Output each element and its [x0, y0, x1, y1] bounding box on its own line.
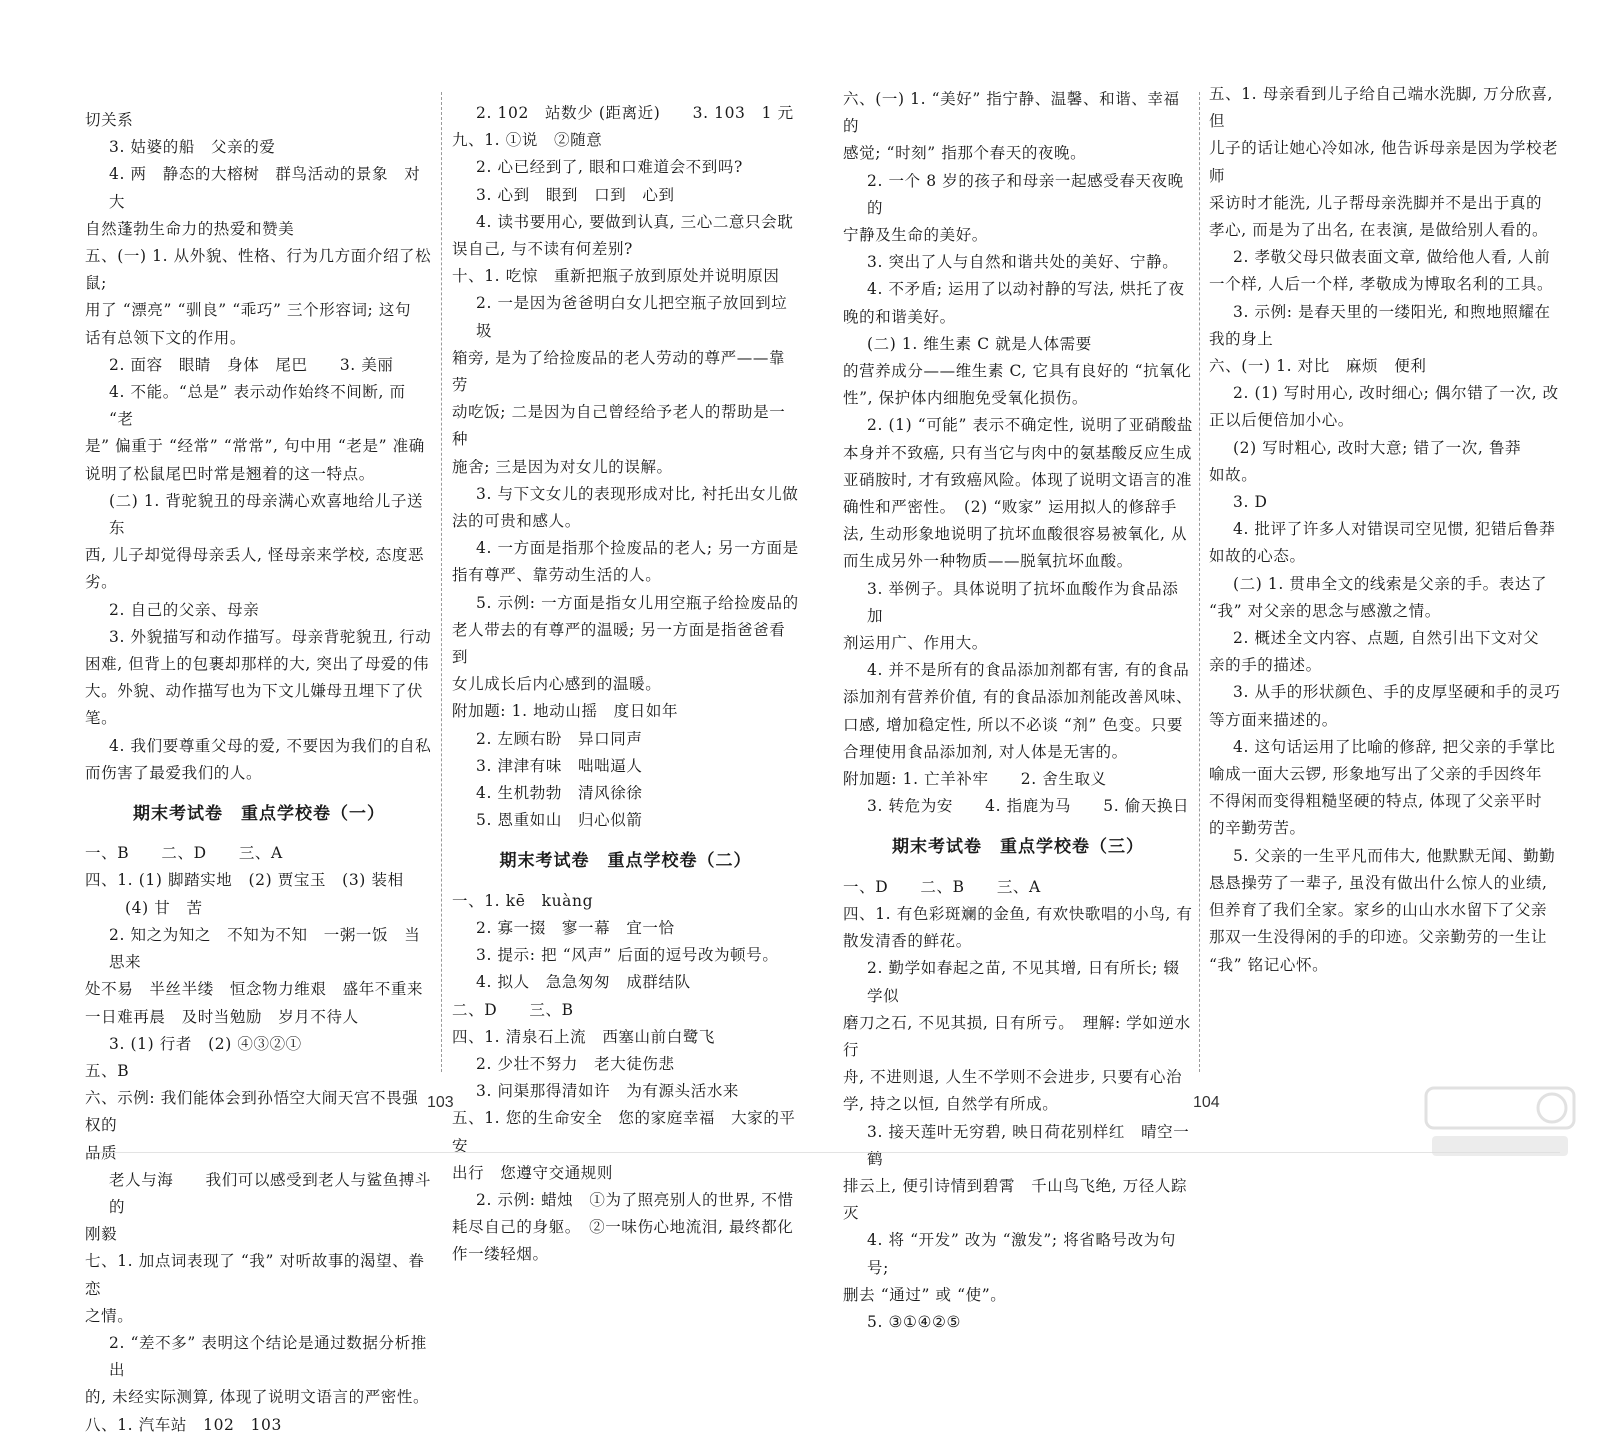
- answer-line: 2. 102 站数少 (距离近) 3. 103 1 元: [476, 104, 794, 122]
- answer-line: “我” 铭记心怀。: [1209, 955, 1329, 974]
- answer-line: 5. ③①④②⑤: [867, 1312, 961, 1331]
- answer-line: 5. 父亲的一生平凡而伟大, 他默默无闻、勤勤: [1233, 846, 1556, 865]
- answer-line: 等方面来描述的。: [1209, 710, 1338, 729]
- answer-line: 一、D 二、B 三、A: [843, 877, 1041, 896]
- section-heading: 期末考试卷 重点学校卷（二）: [499, 851, 752, 872]
- answer-line: 确性和严密性。 (2) “败家” 运用拟人的修辞手: [843, 498, 1177, 517]
- section-heading: 期末考试卷 重点学校卷（三）: [892, 837, 1144, 858]
- answer-line: 4. 不矛盾; 运用了以动衬静的写法, 烘托了夜: [867, 280, 1185, 299]
- answer-line: 误自己, 与不读有何差别?: [452, 240, 633, 259]
- answer-line: 2. 一是因为爸爸明白女儿把空瓶子放回到垃圾: [476, 294, 788, 340]
- answer-line: 附加题: 1. 亡羊补牢 2. 舍生取义: [843, 770, 1107, 789]
- answer-line: 删去 “通过” 或 “使”。: [843, 1285, 1007, 1304]
- column-divider-left: [441, 92, 443, 1072]
- answer-line: 散发清香的鲜花。: [843, 932, 972, 951]
- answer-line: 亚硝胺时, 才有致癌风险。体现了说明文语言的准: [843, 470, 1193, 489]
- answer-line: 本身并不致癌, 只有当它与肉中的氨基酸反应生成: [843, 443, 1193, 462]
- answer-line: 一个样, 人后一个样, 孝敬成为博取名利的工具。: [1209, 275, 1554, 294]
- answer-line: 3. 问渠那得清如许 为有源头活水来: [476, 1082, 740, 1101]
- answer-line: 晚的和谐美好。: [843, 307, 956, 326]
- answer-line: 5. 恩重如山 归心似箭: [476, 811, 643, 830]
- answer-column-4: [1209, 0, 1571, 1170]
- answer-line: 3. D: [1233, 493, 1268, 512]
- answer-line: 5. 示例: 一方面是指女儿用空瓶子给捡废品的: [476, 593, 799, 612]
- answer-line: 合理使用食品添加剂, 对人体是无害的。: [843, 742, 1128, 761]
- answer-line: 采访时才能洗, 儿子帮母亲洗脚并不是出于真的: [1209, 193, 1543, 212]
- answer-line: 4. 读书要用心, 要做到认真, 三心二意只会耽: [476, 212, 794, 231]
- answer-line: 二、D 三、B: [452, 1000, 574, 1019]
- answer-line: 的, 未经实际测算, 体现了说明文语言的严密性。: [85, 1388, 430, 1407]
- answer-line: 大。外貌、动作描写也为下文儿嫌母丑埋下了伏笔。: [85, 682, 424, 728]
- answer-line: 处不易 半丝半缕 恒念物力维艰 盛年不重来: [85, 980, 424, 999]
- answer-line: 九、1. ①说 ②随意: [452, 131, 603, 150]
- answer-line: 2. 概述全文内容、点题, 自然引出下文对父: [1233, 629, 1540, 648]
- answer-line: 那双一生没得闲的手的印迹。父亲勤劳的一生让: [1209, 928, 1548, 947]
- answer-line: 4. 我们要尊重父母的爱, 不要因为我们的自私: [109, 736, 432, 755]
- answer-line: 正以后便倍加小心。: [1209, 411, 1354, 430]
- answer-column-2: [452, 0, 799, 1264]
- answer-line: 学, 持之以恒, 自然学有所成。: [843, 1095, 1059, 1114]
- answer-line: 亲的手的描述。: [1209, 656, 1322, 675]
- answer-line: 话有总领下文的作用。: [85, 328, 247, 347]
- answer-line: 3. (1) 行者 (2) ④③②①: [109, 1034, 302, 1053]
- answer-line: 舟, 不进则退, 人生不学则不会进步, 只要有心治: [843, 1068, 1183, 1087]
- answer-line: 箱旁, 是为了给捡废品的老人劳动的尊严——靠劳: [452, 348, 786, 395]
- answer-line: (4) 甘 苦: [125, 898, 203, 917]
- page-number-left: 103: [427, 1094, 454, 1111]
- answer-line: 指有尊严、靠劳动生活的人。: [452, 566, 662, 585]
- answer-line: (二) 1. 背驼貌丑的母亲满心欢喜地给儿子送东: [109, 491, 424, 538]
- answer-line: 4. 一方面是指那个捡废品的老人; 另一方面是: [476, 539, 799, 558]
- answer-line: 口感, 增加稳定性, 所以不必谈 “剂” 色变。只要: [843, 715, 1184, 734]
- answer-line: 八、1. 汽车站 102 103: [85, 1415, 282, 1434]
- answer-line: 3. 转危为安 4. 指鹿为马 5. 偷天换日: [867, 797, 1190, 816]
- answer-line: 孝心, 而是为了出名, 在表演, 是做给别人看的。: [1209, 221, 1549, 240]
- answer-line: 3. 从手的形状颜色、手的皮厚坚硬和手的灵巧: [1233, 683, 1561, 702]
- answer-line: 2. 左顾右盼 异口同声: [476, 729, 643, 748]
- answer-line: 五、1. 母亲看到儿子给自己端水洗脚, 万分欣喜, 但: [1209, 85, 1559, 131]
- answer-line: 的营养成分——维生素 C, 它具有良好的 “抗氧化: [843, 362, 1192, 381]
- answer-line: 感觉; “时刻” 指那个春天的夜晚。: [843, 144, 1087, 163]
- answer-line: 4. 这句话运用了比喻的修辞, 把父亲的手掌比: [1233, 737, 1556, 756]
- answer-line: 2. 勤学如春起之苗, 不见其增, 日有所长; 辍学似: [867, 959, 1180, 1005]
- answer-line: 七、1. 加点词表现了 “我” 对听故事的渴望、眷恋: [85, 1252, 425, 1298]
- answer-line: “我” 对父亲的思念与感激之情。: [1209, 601, 1441, 620]
- answer-column-3: [843, 0, 1193, 1331]
- answer-line: 3. 与下文女儿的表现形成对比, 衬托出女儿做: [476, 484, 799, 503]
- answer-line: 自然蓬勃生命力的热爱和赞美: [85, 219, 295, 238]
- answer-line: 作一缕轻烟。: [452, 1245, 549, 1264]
- answer-line: 2. 示例: 蜡烛 ①为了照亮别人的世界, 不惜: [476, 1190, 794, 1209]
- answer-line: 附加题: 1. 地动山摇 度日如年: [452, 702, 679, 721]
- answer-line: 六、示例: 我们能体会到孙悟空大闹天宫不畏强权的: [85, 1089, 419, 1135]
- answer-line: 切关系: [85, 111, 134, 129]
- answer-line: 3. 举例子。具体说明了抗坏血酸作为食品添加: [867, 579, 1179, 625]
- answer-line: 3. 姑婆的船 父亲的爱: [109, 138, 276, 157]
- answer-line: 4. 拟人 急急匆匆 成群结队: [476, 973, 691, 992]
- answer-line: 四、1. (1) 脚踏实地 (2) 贾宝玉 (3) 装相: [85, 871, 404, 890]
- answer-line: 2. 知之为知之 不知为不知 一粥一饭 当思来: [109, 925, 421, 972]
- answer-line: 施舍; 三是因为对女儿的误解。: [452, 457, 673, 476]
- answer-line: 是” 偏重于 “经常” “常常”, 句中用 “老是” 准确: [85, 437, 425, 456]
- answer-line: 2. (1) 写时用心, 改时细心; 偶尔错了一次, 改: [1233, 384, 1559, 403]
- watermark-logo-icon: [1420, 1082, 1580, 1162]
- answer-line: 出行 您遵守交通规则: [452, 1163, 614, 1182]
- answer-line: 刚毅: [85, 1225, 118, 1244]
- answer-line: 3. 心到 眼到 口到 心到: [476, 185, 675, 204]
- answer-line: 3. 津津有味 咄咄逼人: [476, 756, 643, 775]
- answer-line: 宁静及生命的美好。: [843, 226, 988, 245]
- answer-line: (2) 写时粗心, 改时大意; 错了一次, 鲁莽: [1233, 438, 1522, 457]
- answer-line: 而伤害了最爱我们的人。: [85, 763, 263, 782]
- answer-line: (二) 1. 贯串全文的线索是父亲的手。表达了: [1233, 574, 1548, 593]
- page-number-right: 104: [1193, 1094, 1220, 1111]
- answer-line: 2. 寡一掇 寥一幕 宜一恰: [476, 918, 675, 937]
- answer-line: 西, 儿子却觉得母亲丢人, 怪母亲来学校, 态度恶劣。: [85, 546, 425, 592]
- answer-line: 恳恳操劳了一辈子, 虽没有做出什么惊人的业绩,: [1209, 873, 1548, 892]
- answer-line: 老人与海 我们可以感受到老人与鲨鱼搏斗的: [109, 1170, 432, 1216]
- answer-line: 4. 批评了许多人对错误司空见惯, 犯错后鲁莽: [1233, 520, 1556, 539]
- answer-line: 一日难再晨 及时当勉励 岁月不待人: [85, 1007, 359, 1026]
- answer-line: 3. 外貌描写和动作描写。母亲背驼貌丑, 行动: [109, 627, 432, 646]
- answer-line: 如故。: [1209, 465, 1258, 484]
- answer-line: 老人带去的有尊严的温暖; 另一方面是指爸爸看到: [452, 620, 786, 667]
- answer-line: 耗尽自己的身躯。 ②一味伤心地流泪, 最终都化: [452, 1218, 794, 1237]
- answer-line: 4. 不能。“总是” 表示动作始终不间断, 而 “老: [109, 383, 412, 429]
- answer-line: 四、1. 清泉石上流 西塞山前白鹭飞: [452, 1027, 716, 1046]
- answer-line: 四、1. 有色彩斑斓的金鱼, 有欢快歌唱的小鸟, 有: [843, 904, 1193, 923]
- answer-line: 我的身上: [1209, 329, 1274, 348]
- answer-line: (二) 1. 维生素 C 就是人体需要: [867, 334, 1092, 353]
- answer-line: 性”, 保护体内细胞免受氧化损伤。: [843, 389, 1088, 408]
- answer-line: 五、B: [85, 1061, 130, 1080]
- answer-line: 4. 并不是所有的食品添加剂都有害, 有的食品: [867, 661, 1190, 680]
- answer-line: 六、(一) 1. “美好” 指宁静、温馨、和谐、幸福的: [843, 90, 1180, 136]
- answer-line: 而生成另外一种物质——脱氧抗坏血酸。: [843, 552, 1133, 571]
- answer-line: 排云上, 便引诗情到碧霄 千山鸟飞绝, 万径人踪灭: [843, 1176, 1188, 1223]
- answer-line: 的辛勤劳苦。: [1209, 819, 1306, 838]
- answer-line: 儿子的话让她心冷如冰, 他告诉母亲是因为学校老师: [1209, 139, 1559, 185]
- answer-line: 六、(一) 1. 对比 麻烦 便利: [1209, 357, 1427, 376]
- answer-line: 一、B 二、D 三、A: [85, 844, 283, 863]
- answer-line: 五、1. 您的生命安全 您的家庭幸福 大家的平安: [452, 1109, 796, 1155]
- answer-line: 2. (1) “可能” 表示不确定性, 说明了亚硝酸盐: [867, 416, 1193, 435]
- section-heading: 期末考试卷 重点学校卷（一）: [133, 804, 385, 825]
- answer-line: 3. 接天莲叶无穷碧, 映日荷花别样红 晴空一鹤: [867, 1122, 1190, 1168]
- answer-line: 2. 心已经到了, 眼和口难道会不到吗?: [476, 158, 743, 177]
- answer-line: 法, 生动形象地说明了抗坏血酸很容易被氧化, 从: [843, 525, 1188, 544]
- answer-line: 用了 “漂亮” “驯良” “乖巧” 三个形容词; 这句: [85, 301, 412, 320]
- answer-line: 剂运用广、作用大。: [843, 634, 988, 653]
- answer-line: 4. 两 静态的大榕树 群鸟活动的景象 对大: [109, 165, 421, 211]
- answer-line: 不得闲而变得粗糙坚硬的特点, 体现了父亲平时: [1209, 792, 1543, 811]
- answer-line: 3. 示例: 是春天里的一缕阳光, 和煦地照耀在: [1233, 302, 1551, 321]
- answer-line: 磨刀之石, 不见其损, 日有所亏。 理解: 学如逆水行: [843, 1013, 1191, 1059]
- answer-line: 2. 一个 8 岁的孩子和母亲一起感受春天夜晚的: [867, 171, 1184, 217]
- answer-line: 2. 面容 眼睛 身体 尾巴 3. 美丽: [109, 355, 394, 374]
- answer-line: 2. 自己的父亲、母亲: [109, 600, 260, 619]
- answer-line: 2. 孝敬父母只做表面文章, 做给他人看, 人前: [1233, 248, 1551, 267]
- answer-line: 3. 提示: 把 “风声” 后面的逗号改为顿号。: [476, 946, 779, 965]
- answer-line: 之情。: [85, 1306, 134, 1325]
- answer-line: 如故的心态。: [1209, 547, 1306, 566]
- answer-line: 一、1. kē kuàng: [452, 891, 594, 910]
- answer-line: 动吃饭; 二是因为自己曾经给予老人的帮助是一种: [452, 403, 786, 449]
- answer-line: 困难, 但背上的包裹却那样的大, 突出了母爱的伟: [85, 655, 430, 674]
- answer-line: 法的可贵和感人。: [452, 512, 581, 531]
- answer-line: 喻成一面大云锣, 形象地写出了父亲的手因终年: [1209, 765, 1543, 784]
- answer-line: 说明了松鼠尾巴时常是翘着的这一特点。: [85, 464, 375, 483]
- answer-line: 十、1. 吃惊 重新把瓶子放到原处并说明原因: [452, 267, 780, 286]
- page-bottom-rule: [90, 1152, 1560, 1153]
- answer-line: 3. 突出了人与自然和谐共处的美好、宁静。: [867, 253, 1179, 272]
- answer-line: 4. 生机勃勃 清风徐徐: [476, 784, 643, 803]
- answer-line: 五、(一) 1. 从外貌、性格、行为几方面介绍了松鼠;: [85, 247, 432, 293]
- answer-line: 品质: [85, 1143, 118, 1162]
- answer-line: 2. 少壮不努力 老大徒伤悲: [476, 1054, 675, 1073]
- answer-line: 4. 将 “开发” 改为 “激发”; 将省略号改为句号;: [867, 1231, 1176, 1277]
- answer-line: 添加剂有营养价值, 有的食品添加剂能改善风味、: [843, 688, 1193, 707]
- column-divider-right: [1199, 92, 1201, 1072]
- answer-line: 2. “差不多” 表明这个结论是通过数据分析推出: [109, 1333, 427, 1380]
- answer-line: 但养育了我们全家。家乡的山山水水留下了父亲: [1209, 901, 1548, 920]
- answer-column-1: [85, 0, 433, 1434]
- answer-line: 女儿成长后内心感到的温暖。: [452, 675, 662, 694]
